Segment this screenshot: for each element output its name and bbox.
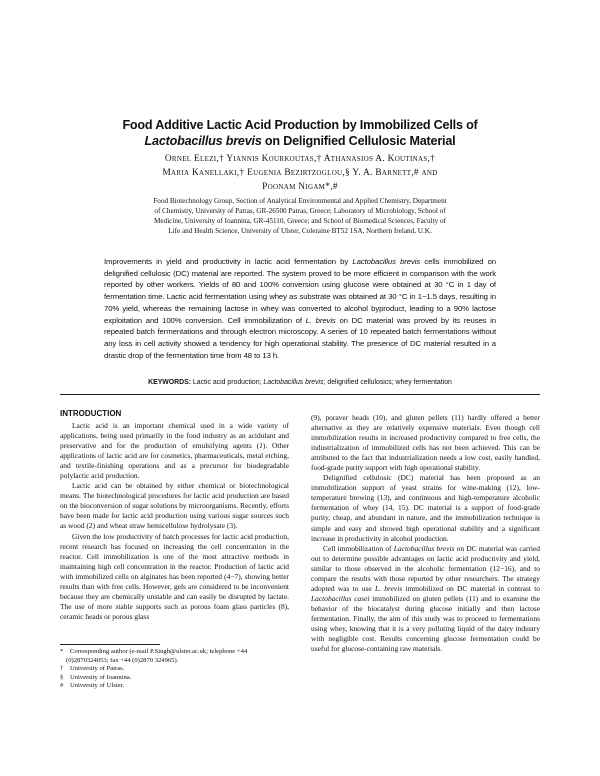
intro-p6-text-c: on DC material was carried out to determine possible advantages on lactic acid productivity and yield, similar to those observed in the alcoholic fermentation (12−16), and to compare the results with those reported by other researchers. The strategy adopted was to use (311, 543, 540, 593)
footnote-symbol: † (60, 665, 64, 673)
abstract-organism-2: L. brevis (305, 315, 336, 325)
author-line-2: Maria Kanellaki,† Eugenia Bezirtzoglou,§ Y. A. Barnett,# and (162, 168, 438, 179)
author-line-3: Poonam Nigam*,# (262, 182, 338, 193)
intro-p6-organism-1: Lactobacillus brevis (393, 543, 455, 553)
intro-p1-text-c: ). Other applications of lactic acid are for cosmetics, pharmaceuticals, metal etching, and textile-finishing operations and as a precursor for biodegradable polylactic acid production. (60, 441, 289, 481)
footnote-symbol: § (60, 673, 64, 681)
affiliation-line-4: Life and Health Science, University of Ulster, Coleraine BT52 1SA, Northern Ireland, U.K. (168, 227, 432, 236)
keyword-3: ; delignified cellulosics; whey fermentation (323, 379, 452, 386)
affiliation-line-3: Medicine, University of Ioannina, GR-45110, Greece; and School of Biomedical Sciences, Faculty of (154, 217, 446, 226)
footnote-text: University of Patras. (70, 665, 125, 673)
intro-p6-text-e: immobilized on DC material in contrast to (402, 583, 541, 593)
intro-p6-organism-3: Lactobacillus casei (311, 593, 370, 603)
footnote-ioannina (60, 674, 289, 683)
author-line-1: Ornel Elezi,† Yiannis Kourkoutas,† Athanasios A. Koutinas,† (164, 154, 436, 164)
intro-paragraph-5: Delignified cellulosic (DC) material has been proposed as an immobilization support of yeast strains for wine-making (12), low-temperature brewing (13), and continuous and high-temperature alcoholic fermentation of whey (14, 15). DC material is a support of food-grade purity, cheap, and abundant in nature, and the immobilization technique is simple and easy and showed high operational stability and a significant increase in productivity in alcohol production. (311, 473, 540, 543)
title-line-1: Food Additive Lactic Acid Production by Immobilized Cells of (122, 118, 478, 132)
section-divider (60, 394, 540, 395)
intro-p6-text-g: immobilized on gluten pellets (11) and to examine the behavior of the biocatalyst during glucose initially and then lactose fermentation. Finally, the aim of this study was to proceed to fermentations using whey, knowing that it is a very polluting liquid of the dairy industry with negligible cost. Results concerning glucose fermentation could be useful for glucose-containing raw materials. (311, 593, 540, 654)
footnote-ulster (60, 682, 289, 691)
footnote-symbol: * (60, 648, 64, 655)
left-column (60, 421, 289, 622)
right-column (311, 413, 540, 654)
footnote-text: University of Ulster. (70, 682, 125, 690)
footnote-divider (60, 644, 160, 645)
abstract-text-2: cells immobilized on delignified cellulosic (DC) material are reported. The system proved to be more efficient in comparison with the work reported by other workers. Yields of 80 and 100% conversion using glucose were obtained at 30 °C in 1 day of fermentation time. Lactic acid fermentation using whey as substrate was obtained at 30 °C in 1−1.5 days, resulting in 70% yield, whereas the remaining lactose in whey was converted to alcohol byproduct, leading to a 90% lactose exploitation and 100% conversion. Cell immobilization of (104, 257, 496, 325)
intro-paragraph-6 (311, 544, 540, 655)
footnote-patras (60, 665, 289, 674)
footnote-text: Corresponding author (e-mail P.Singh@ulster.ac.uk; telephone +44 (0)2870324053; fax +44 (0)2870 324965). (66, 648, 248, 664)
footnote-corresponding (60, 648, 289, 665)
abstract-organism-1: Lactobacillus brevis (352, 257, 421, 266)
intro-paragraph-4: (9), poraver heads (10), and gluten pellets (11) hardly offered a better alternative as they are relatively expensive materials. Even though cell immobilization results in increased productivity compared to free cells, the industrialization of immobilized cells has not been achieved. This can be attributed to the fact that industrialization needs a low cost, easily handled, food-grade purity support with high operational stability. (311, 413, 540, 473)
keyword-1: Lactic acid production; (191, 379, 264, 386)
intro-p6-text-a: Cell immobilization of (323, 543, 394, 553)
title-line-2 (60, 133, 540, 149)
affiliation-line-2: of Chemistry, University of Patras, GR-26500 Patras, Greece; Laboratory of Microbiology, School of (154, 207, 446, 216)
author-list (80, 152, 520, 195)
intro-p6-organism-2: L. brevis (374, 583, 403, 593)
intro-paragraph-2: Lactic acid can be obtained by either chemical or biotechnological means. The biotechnological procedures for lactic acid production are based on the bioconversion of sugar solutions by microorganisms. Recently, efforts have been made for lactic acid production using various sugar sources such as wood (2) and wheat straw hemicellulose hydrolysate (3). (60, 481, 289, 531)
title-line-2-rest: on Delignified Cellulosic Material (261, 134, 456, 148)
keyword-2: Lactobacillus brevis (263, 379, 324, 386)
section-heading: INTRODUCTION (60, 409, 122, 418)
article-title (60, 117, 540, 149)
abstract-text-1: Improvements in yield and productivity in lactic acid fermentation by (104, 257, 353, 266)
footnote-text: University of Ioannina. (70, 673, 132, 681)
intro-paragraph-1 (60, 421, 289, 481)
affiliations (110, 196, 490, 236)
intro-paragraph-3: Given the low productivity of batch processes for lactic acid production, recent research has focused on increasing the cell concentration in the reactor. Cell immobilization is one of the most attractive methods in maintaining high cell concentration in the reactor. Production of lactic acid with immobilized cells on alginates has been reported (4−7), showing better results than with free cells. However, gels are considered to be inconvenient because they are chemically unstable and can easily be disrupted by lactate. The use of more stable supports such as porous foam glass particles (8), ceramic heads or porous glass (60, 531, 289, 621)
intro-p1-text-a: Lactic acid is an important chemical used in a wide variety of applications, being used primarily in the food industry as an acidulant and preservative and for the production of emulsifying agents ( (60, 421, 289, 451)
keywords (60, 378, 540, 388)
keywords-label: KEYWORDS: (148, 379, 191, 386)
intro-p1-ref: 1 (259, 441, 263, 451)
title-organism: Lactobacillus brevis (144, 134, 262, 148)
abstract (104, 256, 496, 361)
footnotes (60, 648, 289, 691)
footnote-symbol: # (60, 682, 64, 690)
affiliation-line-1: Food Biotechnology Group, Section of Analytical Environmental and Applied Chemistry, Department (153, 197, 447, 205)
abstract-text-3: on DC material was proved by its reuses in repeated batch fermentations and through electron microscopy. A series of 10 repeated batch fermentations without any loss in cell activity showed a tendency for high operational stability. The presence of DC material resulted in a drastic drop of the fermentation time from 48 to 13 h. (104, 315, 496, 360)
